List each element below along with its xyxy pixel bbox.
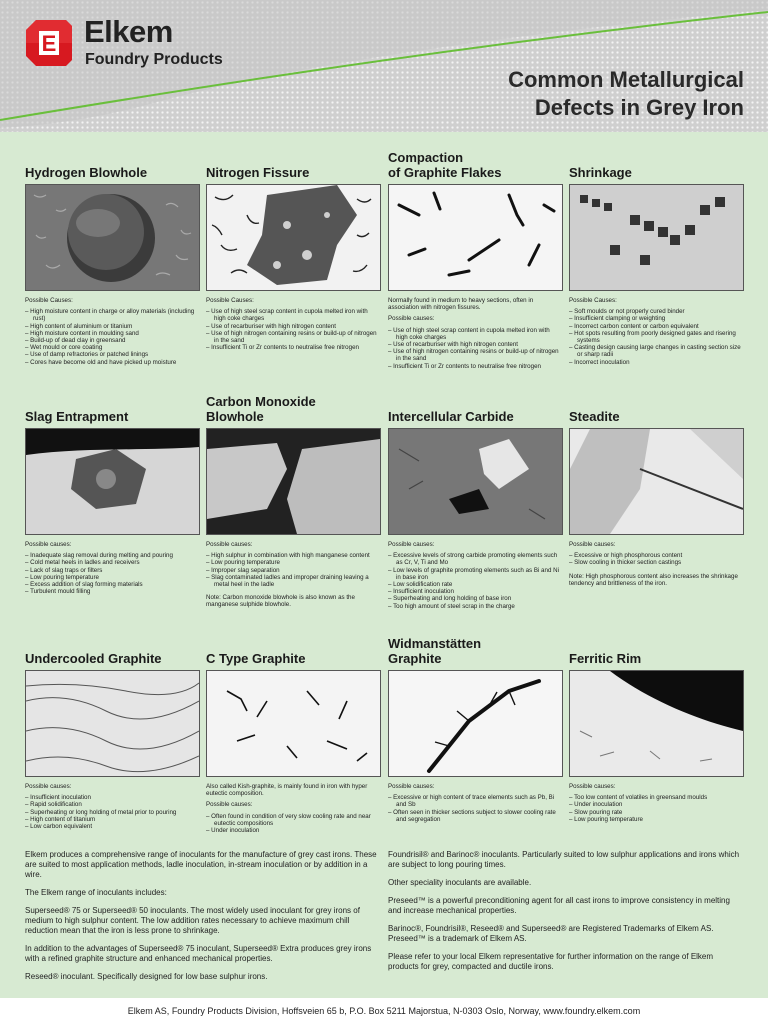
micrograph-image (206, 670, 381, 777)
panel-title: C Type Graphite (206, 651, 306, 666)
micrograph-image (206, 428, 381, 535)
panel-title: Slag Entrapment (25, 409, 129, 424)
micrograph-image (388, 184, 563, 291)
panel-notes: Possible causes: – Excessive or high phosphorous content – Slow cooling in thicker section castings Note: High phosphorous content also increases the shrinkage tendency and brittleness of the iron. (569, 541, 744, 587)
panel-title: Intercellular Carbide (388, 409, 514, 424)
panel-carbon-monoxide-blowhole (206, 390, 381, 613)
panel-title: Hydrogen Blowhole (25, 165, 148, 180)
footer-address: Elkem AS, Foundry Products Division, Hoffsveien 65 b, P.O. Box 5211 Majorstua, N-0303 Oslo, Norway, www.foundry.elkem.com (0, 998, 768, 1024)
panel-compaction-graphite-flakes (388, 146, 563, 370)
panel-notes: Also called Kish-graphite, is mainly found in iron with hyper eutectic composition. Possible causes: – Often found in condition of very slow cooling rate and near eutectic compositions – Under inoculation (206, 783, 381, 834)
panel-notes: Possible Causes: – Use of high steel scrap content in cupola melted iron with high coke charges – Use of recarburiser with high nitrogen content – Use of high nitrogen containing resins or build-up of nitrogen in the sand – Insufficient Ti or Zr contents to neutralise free nitrogen (206, 297, 381, 351)
panel-title: Undercooled Graphite (25, 651, 162, 666)
panel-ferritic-rim (569, 632, 744, 823)
panel-notes: Normally found in medium to heavy sections, often in association with nitrogen fissures. Possible causes: – Use of high steel scrap content in cupola melted iron with high coke charges – Use of recarburiser with high nitrogen content – Use of high nitrogen containing resins or build-up of nitrogen in the sand – Insufficient Ti or Zr contents to neutralise free nitrogen (388, 297, 563, 370)
micrograph-image (25, 670, 200, 777)
panel-undercooled-graphite (25, 632, 200, 830)
panel-slag-entrapment (25, 390, 200, 595)
panel-nitrogen-fissure (206, 146, 381, 351)
micrograph-image (569, 428, 744, 535)
panel-notes: Possible Causes: – Soft moulds or not properly cured binder – Insufficient clamping or weighting – Incorrect carbon content or carbon equivalent – Hot spots resulting from poorly designed gates and risering systems – Casting design causing large changes in casting section size or sharp radii – Incorrect inoculation (569, 297, 744, 366)
logo-letter: E (41, 31, 57, 56)
panel-title: Nitrogen Fissure (206, 165, 310, 180)
panel-shrinkage (569, 146, 744, 366)
panel-title: Compaction of Graphite Flakes (388, 150, 502, 180)
panel-steadite (569, 390, 744, 591)
micrograph-image (388, 428, 563, 535)
inoculants-text-left: Elkem produces a comprehensive range of inoculants for the manufacture of grey cast irons. These are suited to most application methods, ladle inoculation, in-stream inoculation or by addition in a wire. The Elkem range of inoculants includes: Superseed® 75 or Superseed® 50 inoculants. The most widely used inoculant for grey irons of medium to high sulphur content. The low addition rates necessary to achieve maximum chill reduction mean that the iron is less prone to shrinkage. In addition to the advantages of Superseed® 75 inoculant, Superseed® Extra produces grey irons with a refined graphite structure and enhanced mechanical properties. Reseed® inoculant. Specifically designed for low base sulphur irons. (25, 850, 377, 981)
micrograph-image (569, 184, 744, 291)
micrograph-image (388, 670, 563, 777)
panel-notes: Possible causes: – Excessive levels of strong carbide promoting elements such as Cr, V, Ti and Mo – Low levels of graphite promoting elements such as Bi and Ni in base iron – Low solidification rate – Insufficient inoculation – Superheating and long holding of base iron – Too high amount of steel scrap in the charge (388, 541, 563, 610)
panel-c-type-graphite (206, 632, 381, 834)
panel-notes: Possible causes: – High sulphur in combination with high manganese content – Low pouring temperature – Improper slag separation – Slag contaminated ladles and improper draining leaving a metal heel in the ladle Note: Carbon monoxide blowhole is also known as the manganese sulphide blowhole. (206, 541, 381, 609)
panel-title: Steadite (569, 409, 620, 424)
panel-intercellular-carbide (388, 390, 563, 610)
panel-notes: Possible causes: – Too low content of volatiles in greensand moulds – Under inoculation – Slow pouring rate – Low pouring temperature (569, 783, 744, 823)
micrograph-image (206, 184, 381, 291)
micrograph-image (25, 428, 200, 535)
panel-notes: Possible causes: – Excessive or high content of trace elements such as Pb, Bi and Sb – Often seen in thicker sections subject to slower cooling rate and segregation (388, 783, 563, 823)
micrograph-image (569, 670, 744, 777)
brand-subtitle: Foundry Products (85, 51, 223, 68)
panel-widmanstatten-graphite (388, 632, 563, 823)
panel-title: Widmanstätten Graphite (388, 636, 482, 666)
inoculants-text-right: Foundrisil® and Barinoc® inoculants. Particularly suited to low sulphur applications and irons which are subject to long pouring times. Other speciality inoculants are available. Preseed™ is a powerful preconditioning agent for all cast irons to improve consistency in melting and increase mechanical properties. Barinoc®, Foundrisil®, Reseed® and Superseed® are Registered Trademarks of Elkem AS. Preseed™ is a trademark of Elkem AS. Please refer to your local Elkem representative for further information on the range of Elkem products for grey, compacted and ductile irons. (388, 850, 740, 971)
panel-title: Carbon Monoxide Blowhole (206, 394, 316, 424)
panel-notes: Possible Causes: – High moisture content in charge or alloy materials (including rust) – High content of aluminium or titanium – High moisture content in moulding sand – Build-up of dead clay in greensand – Wet mould or core coating – Use of damp refractories or patched linings – Cores have become old and have picked up moisture (25, 297, 200, 366)
panel-notes: Possible causes: – Inadequate slag removal during melting and pouring – Cold metal heels in ladles and receivers – Lack of slag traps or filters – Low pouring temperature – Excess addition of slag forming materials – Turbulent mould filling (25, 541, 200, 595)
panel-title: Ferritic Rim (569, 651, 642, 666)
panel-hydrogen-blowhole (25, 146, 200, 366)
micrograph-image (25, 184, 200, 291)
panel-notes: Possible causes: – Insufficient inoculation – Rapid solidification – Superheating or long holding of metal prior to pouring – High content of titanium – Low carbon equivalent (25, 783, 200, 830)
elkem-logo-icon (24, 18, 74, 68)
panel-title: Shrinkage (569, 165, 632, 180)
page-title: Common Metallurgical Defects in Grey Iron (508, 67, 744, 120)
brand-name: Elkem (84, 14, 173, 49)
